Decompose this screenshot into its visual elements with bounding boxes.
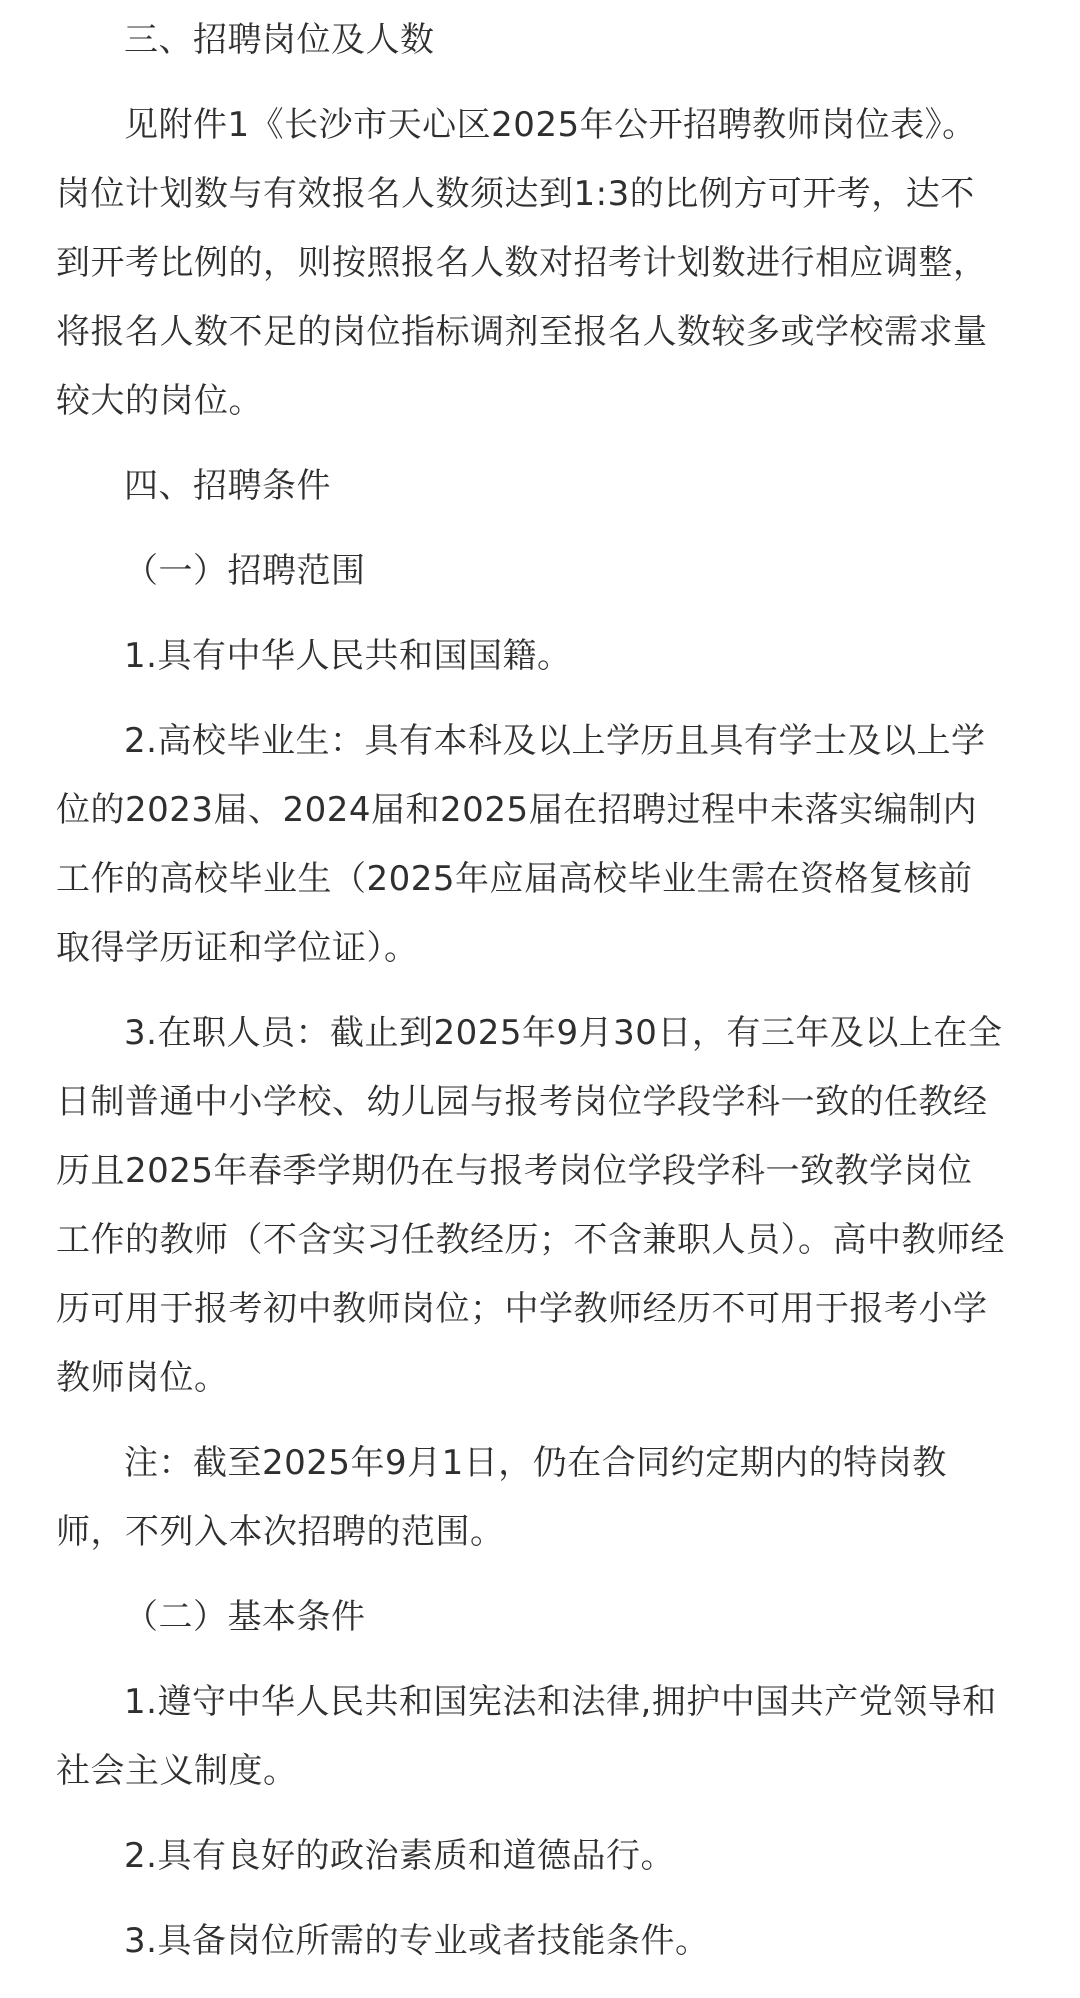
subsection-basic-conditions: （二）基本条件 xyxy=(124,1597,366,1637)
paragraph-note: 注：截至2025年9月1日，仍在合同约定期内的特岗教师，不列入本次招聘的范围。 xyxy=(56,1443,947,1552)
paragraph-political: 2.具有良好的政治素质和道德品行。 xyxy=(124,1836,675,1876)
paragraph-nationality: 1.具有中华人民共和国国籍。 xyxy=(124,636,572,676)
paragraph-in-service: 3.在职人员：截止到2025年9月30日，有三年及以上在全日制普通中小学校、幼儿园与报考岗位学段学科一致的任教经历且2025年春季学期仍在与报考岗位学段学科一致教学岗位工作的教师（不含实习任教经历；不含兼职人员）。高中教师经历可用于报考初中教师岗位；中学教师经历不可用于报考小学教师岗位。 xyxy=(56,1013,1005,1398)
paragraph-law: 1.遵守中华人民共和国宪法和法律,拥护中国共产党领导和社会主义制度。 xyxy=(56,1682,997,1791)
section-heading-4: 四、招聘条件 xyxy=(124,466,331,506)
document-body xyxy=(56,6,1006,1976)
section-heading-3: 三、招聘岗位及人数 xyxy=(124,20,435,60)
paragraph-positions: 见附件1《长沙市天心区2025年公开招聘教师岗位表》。岗位计划数与有效报名人数须达到1:3的比例方可开考，达不到开考比例的，则按照报名人数对招考计划数进行相应调整，将报名人数不足的岗位指标调剂至报名人数较多或学校需求量较大的岗位。 xyxy=(56,105,988,421)
subsection-scope: （一）招聘范围 xyxy=(124,551,366,591)
paragraph-graduates: 2.高校毕业生：具有本科及以上学历且具有学士及以上学位的2023届、2024届和2025届在招聘过程中未落实编制内工作的高校毕业生（2025年应届高校毕业生需在资格复核前取得学历证和学位证）。 xyxy=(56,721,986,968)
paragraph-skills: 3.具备岗位所需的专业或者技能条件。 xyxy=(124,1921,710,1961)
